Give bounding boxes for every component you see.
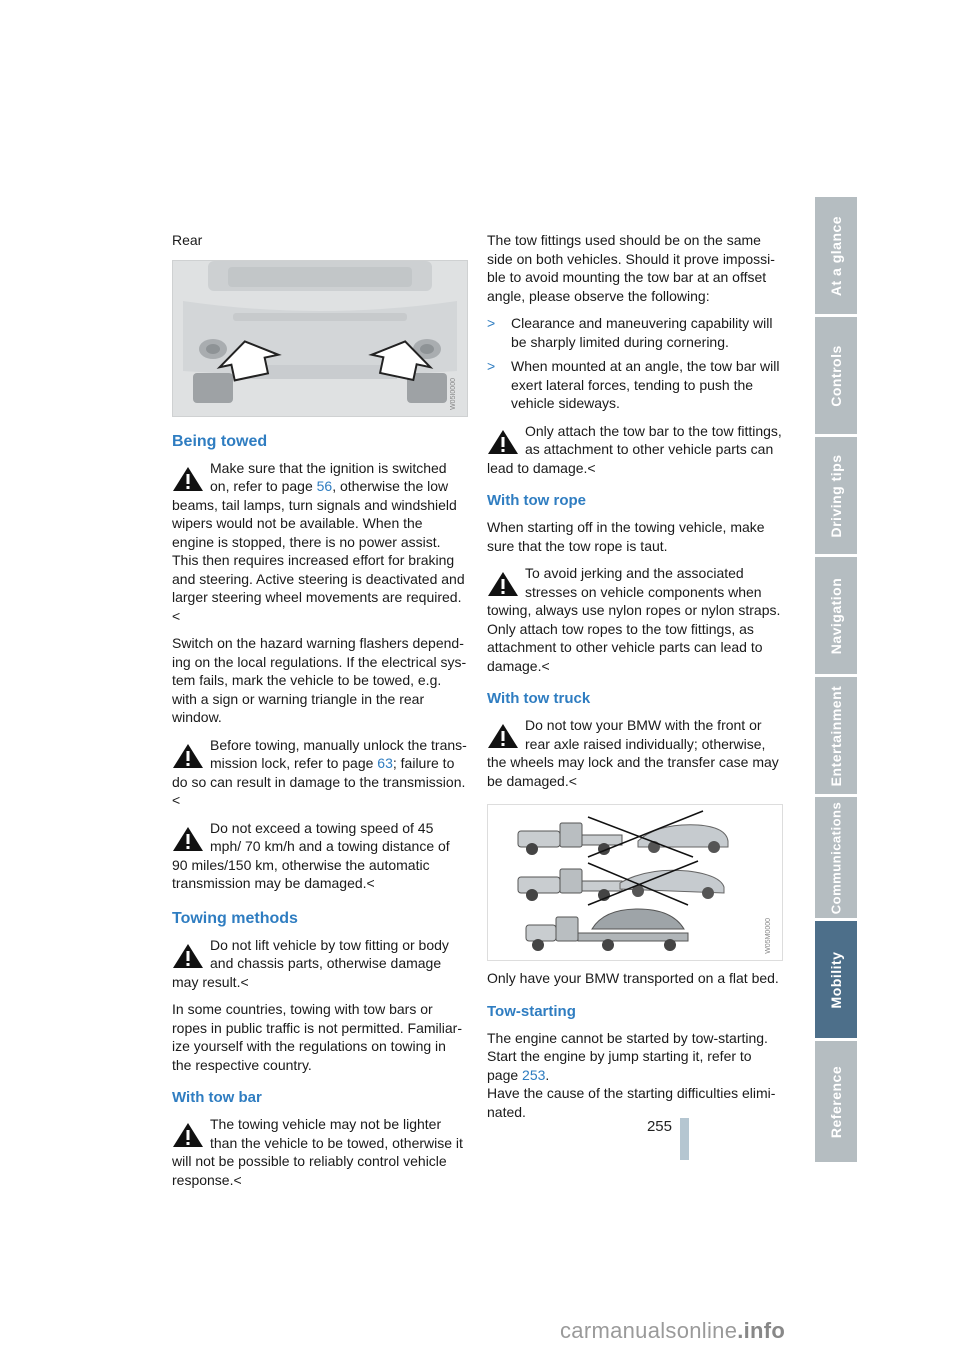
warning-triangle-icon xyxy=(172,466,204,492)
warning-triangle-icon xyxy=(487,571,519,597)
end-mark: < xyxy=(587,459,596,476)
warning-triangle-icon xyxy=(172,743,204,769)
list-item: > Clearance and maneuvering capability will be sharply limited during cornering. xyxy=(487,315,773,350)
page-link-253[interactable]: 253 xyxy=(522,1066,546,1083)
paragraph-starting-difficulties: Have the cause of the starting difficulties eliminated. xyxy=(487,1085,776,1120)
tow-truck-figure xyxy=(487,804,783,961)
end-mark: < xyxy=(541,657,550,674)
tab-reference[interactable]: Reference xyxy=(815,1041,857,1162)
warning-towing-vehicle-weight: The towing vehicle may not be lighter than the vehicle to be towed, otherwise it will not be possible to reliably control vehicle response.< xyxy=(172,1116,463,1188)
tab-navigation[interactable]: Navigation xyxy=(815,557,857,674)
left-column xyxy=(172,228,468,1198)
warning-transmission-lock: Before towing, manually unlock the transmission lock, refer to page 63; failure to do so can result in damage to the transmission.< xyxy=(172,736,467,808)
tab-driving-tips[interactable]: Driving tips xyxy=(815,437,857,554)
rear-bumper-illustration xyxy=(173,261,467,416)
rear-tow-fitting-figure xyxy=(172,260,468,417)
figure-caption-rear: Rear xyxy=(172,232,203,248)
warning-towing-speed: Do not exceed a towing speed of 45 mph/ 70 km/h and a towing distance of 90 miles/150 km, otherwise the automatic transmission may be damaged.< xyxy=(172,819,450,891)
paragraph-flat-bed: Only have your BMW transported on a flat bed. xyxy=(487,970,779,986)
tab-at-a-glance[interactable]: At a glance xyxy=(815,197,857,314)
end-mark: < xyxy=(233,1171,242,1188)
warning-lift-vehicle: Do not lift vehicle by tow fitting or body and chassis parts, otherwise damage may result.< xyxy=(172,936,449,990)
page-number: 255 xyxy=(646,1118,672,1135)
paragraph-regulations: In some countries, towing with tow bars or ropes in public traffic is not permitted. Familiarize yourself with the regulations on towing in the respective country. xyxy=(172,1001,462,1073)
right-column xyxy=(487,228,783,1130)
heading-towing-methods: Towing methods xyxy=(172,909,298,927)
tow-truck-illustration xyxy=(488,805,782,960)
end-mark: < xyxy=(568,772,577,789)
warning-triangle-icon xyxy=(172,1122,204,1148)
heading-with-tow-bar: With tow bar xyxy=(172,1089,262,1106)
page-number-bar xyxy=(680,1118,689,1160)
list-item: > When mounted at an angle, the tow bar will exert lateral forces, tending to push the vehicle sideways. xyxy=(487,358,780,411)
page-link-56[interactable]: 56 xyxy=(316,478,333,494)
warning-nylon-ropes: To avoid jerking and the associated stresses on vehicle components when towing, always use nylon ropes or nylon straps. Only attach tow ropes to the tow fittings, as attachment to other vehicle parts can lead to damage.< xyxy=(487,565,781,674)
paragraph-hazard-flashers: Switch on the hazard warning flashers depending on the local regulations. If the electrical system fails, mark the vehicle to be towed, e.g. with a sign or warning triangle in the rear window. xyxy=(172,635,467,725)
end-mark: < xyxy=(172,607,181,624)
heading-being-towed: Being towed xyxy=(172,432,268,450)
warning-triangle-icon xyxy=(172,943,204,969)
tab-controls[interactable]: Controls xyxy=(815,317,857,434)
watermark: carmanualsonline.info xyxy=(560,1318,786,1343)
end-mark: < xyxy=(366,875,375,891)
warning-triangle-icon xyxy=(487,429,519,455)
bullet-list xyxy=(487,314,783,413)
heading-tow-starting: Tow-starting xyxy=(487,1002,576,1020)
chapter-tabs xyxy=(815,197,857,1162)
warning-triangle-icon xyxy=(172,826,204,852)
end-mark: < xyxy=(172,792,181,808)
warning-ignition: Make sure that the ignition is switched on, refer to page 56, otherwise the low beams, tail lamps, turn signals and windshield wipers would not be available. When the engine is stopped, there is no power assist. This then requires increased effort for braking and steering. Active steering is deactivated and larger steering wheel movements are required.< xyxy=(172,459,465,624)
page-link-63[interactable]: 63 xyxy=(377,755,393,771)
warning-triangle-icon xyxy=(487,723,519,749)
paragraph-tow-rope-taut: When starting off in the towing vehicle, make sure that the tow rope is taut. xyxy=(487,519,765,554)
tab-mobility[interactable]: Mobility xyxy=(815,921,857,1038)
tab-communications[interactable]: Communications xyxy=(815,797,857,918)
warning-tow-bar-attach: Only attach the tow bar to the tow fittings, as attachment to other vehicle parts can lead to damage.< xyxy=(487,422,782,476)
paragraph-tow-starting: The engine cannot be started by tow-starting. Start the engine by jump starting it, refer to page 253. xyxy=(487,1029,768,1083)
figure-code: W05I0000 xyxy=(449,377,457,410)
end-mark: < xyxy=(240,973,249,990)
paragraph-tow-fittings: The tow fittings used should be on the same side on both vehicles. Should it prove impossible to avoid mounting the tow bar at an offset angle, please observe the following: xyxy=(487,232,775,304)
warning-axle-raised: Do not tow your BMW with the front or rear axle raised individually; otherwise, the wheels may lock and the transfer case may be damaged.< xyxy=(487,717,779,789)
figure-code: W05M0000 xyxy=(764,918,772,954)
heading-with-tow-truck: With tow truck xyxy=(487,690,591,707)
heading-with-tow-rope: With tow rope xyxy=(487,492,587,509)
tab-entertainment[interactable]: Entertainment xyxy=(815,677,857,794)
